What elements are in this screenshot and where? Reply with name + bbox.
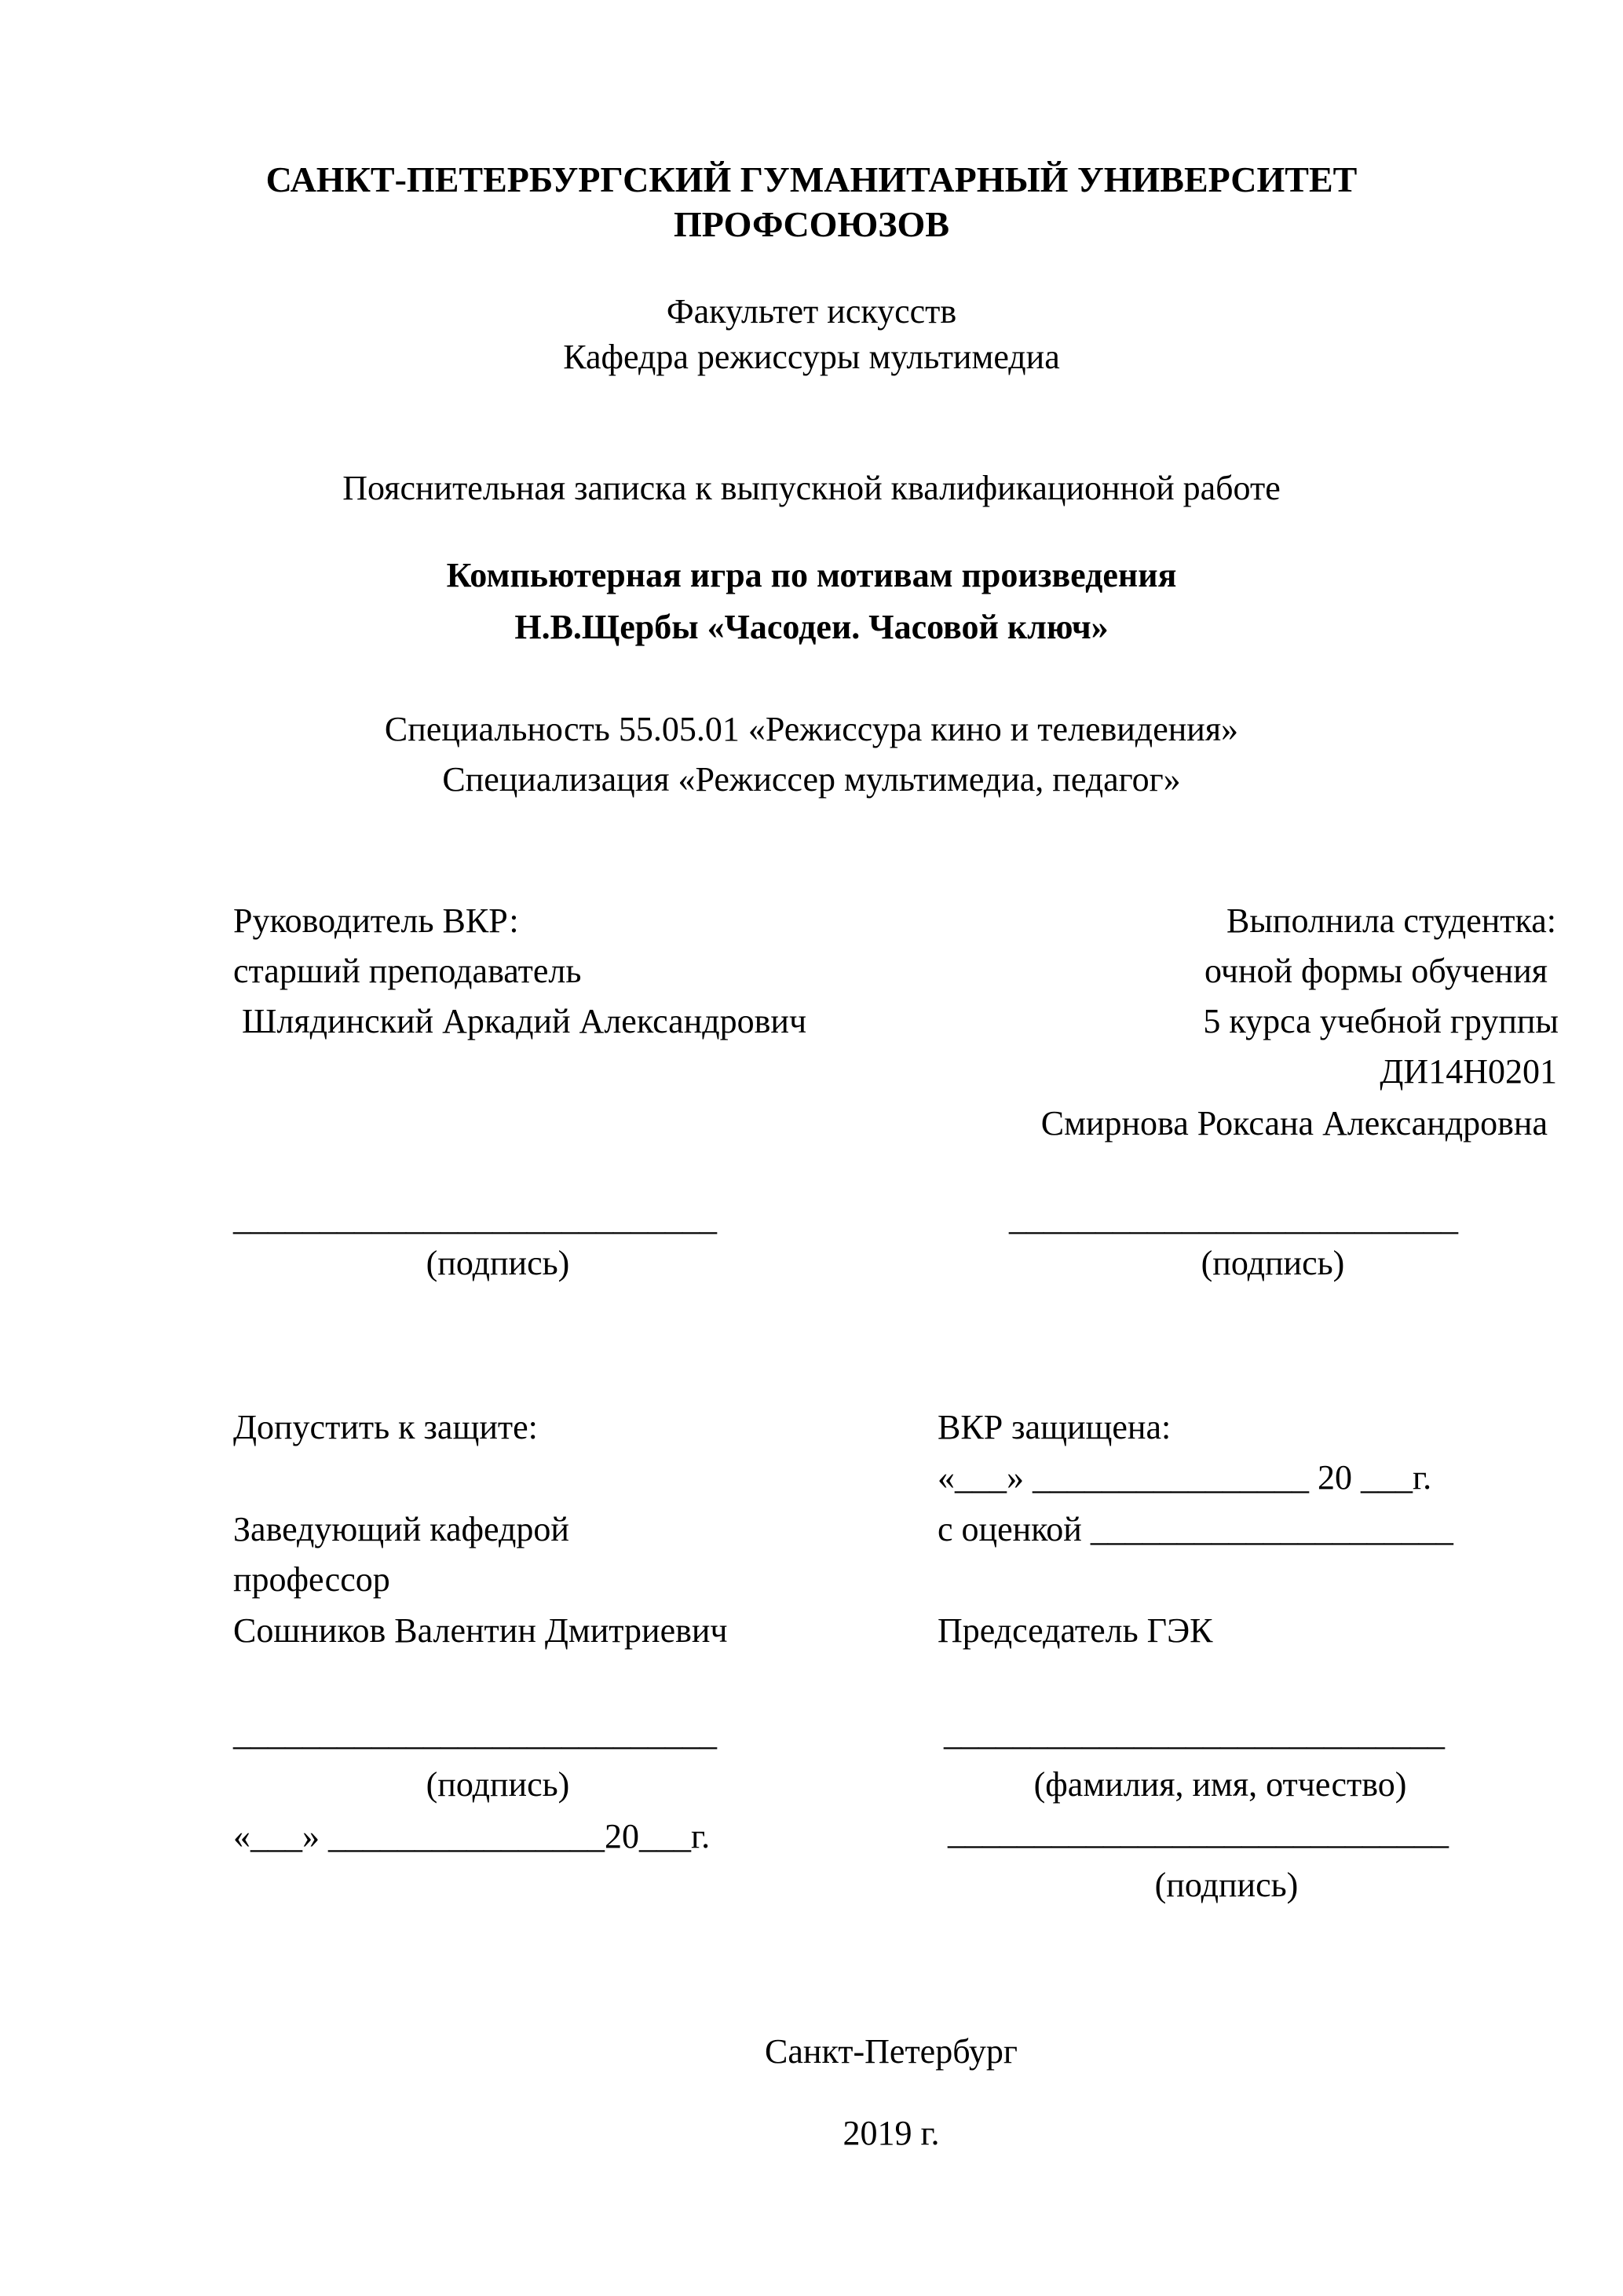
work-title-line2: Н.В.Щербы «Часодеи. Часовой ключ» xyxy=(514,608,1109,646)
student-label: Выполнила студентка: xyxy=(1226,901,1556,940)
head-position: Заведующий кафедрой xyxy=(233,1510,569,1548)
admission-label: Допустить к защите: xyxy=(233,1408,538,1446)
head-signature-line: ____________________________ xyxy=(233,1714,717,1753)
head-name: Сошников Валентин Дмитриевич xyxy=(233,1611,728,1650)
department: Кафедра режиссуры мультимедиа xyxy=(563,338,1060,376)
city: Санкт-Петербург xyxy=(765,2032,1018,2071)
defense-label: ВКР защищена: xyxy=(938,1408,1172,1446)
student-signature-caption: (подпись) xyxy=(1201,1244,1345,1282)
student-name: Смирнова Роксана Александровна xyxy=(1040,1104,1556,1143)
admission-date-line: «___» ________________20___г. xyxy=(233,1817,711,1855)
head-title: профессор xyxy=(233,1560,390,1599)
defense-grade-line: с оценкой _____________________ xyxy=(938,1510,1453,1548)
supervisor-label: Руководитель ВКР: xyxy=(233,901,519,940)
specialization: Специализация «Режиссер мультимедиа, педагог» xyxy=(442,760,1181,799)
chair-name-line: _____________________________ xyxy=(944,1714,1445,1753)
faculty: Факультет искусств xyxy=(666,292,957,331)
defense-date-line: «___» ________________ 20 ___г. xyxy=(938,1458,1432,1497)
document-type: Пояснительная записка к выпускной квалификационной работе xyxy=(342,469,1281,507)
head-signature-caption: (подпись) xyxy=(426,1765,570,1804)
student-course: 5 курса учебной группы xyxy=(1203,1002,1559,1040)
university-name-line1: САНКТ-ПЕТЕРБУРГСКИЙ ГУМАНИТАРНЫЙ УНИВЕРСИТЕТ xyxy=(265,159,1358,199)
chair-signature-line: _____________________________ xyxy=(948,1813,1449,1852)
student-group: ДИ14Н0201 xyxy=(1380,1052,1557,1091)
supervisor-position: старший преподаватель xyxy=(233,952,582,990)
specialty: Специальность 55.05.01 «Режиссура кино и телевидения» xyxy=(384,710,1239,748)
chair-name-caption: (фамилия, имя, отчество) xyxy=(1033,1765,1407,1804)
student-signature-line: __________________________ xyxy=(1009,1199,1458,1238)
year: 2019 г. xyxy=(843,2114,940,2152)
supervisor-signature-line: ____________________________ xyxy=(233,1199,717,1238)
work-title-line1: Компьютерная игра по мотивам произведения xyxy=(446,556,1177,594)
chair-signature-caption: (подпись) xyxy=(1154,1866,1299,1904)
student-form: очной формы обучения xyxy=(1204,952,1556,990)
commission-chair-label: Председатель ГЭК xyxy=(938,1611,1213,1650)
university-name-line2: ПРОФСОЮЗОВ xyxy=(674,204,949,244)
supervisor-name: Шлядинский Аркадий Александрович xyxy=(233,1002,807,1040)
supervisor-signature-caption: (подпись) xyxy=(426,1244,570,1282)
